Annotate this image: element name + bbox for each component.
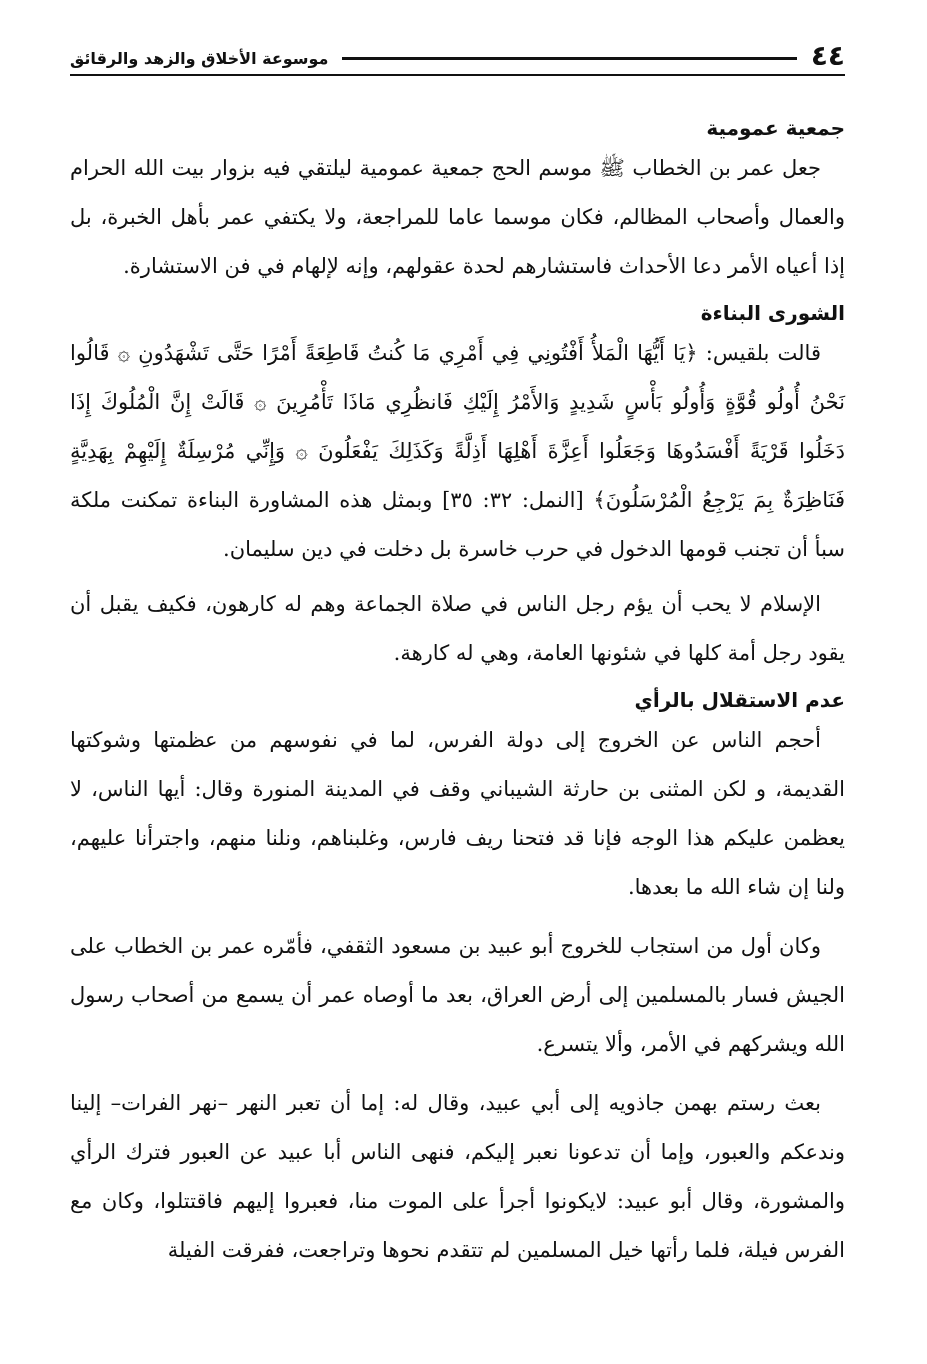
book-page [70, 30, 845, 1350]
section-heading-no-autocracy: عدم الاستقلال بالرأي [634, 688, 845, 712]
header-underline [70, 74, 845, 76]
section-heading-constructive-shura: الشورى البناءة [700, 301, 845, 325]
paragraph-imam-analogy: الإسلام لا يحب أن يؤم رجل الناس في صلاة الجماعة وهم له كارهون، فكيف يقبل أن يقود رجل أمة كلها في شئونها العامة، وهي له كارهة. [70, 592, 845, 665]
running-header [70, 30, 845, 72]
page-number: ٤٤ [810, 39, 845, 72]
header-rule [342, 57, 796, 60]
paragraph-rustam: بعث رستم بهمن جاذويه إلى أبي عبيد، وقال له: إما أن تعبر النهر –نهر الفرات– إلينا وندعكم والعبور، وإما أن تدعونا نعبر إليكم، فنهى الناس أبا عبيد عن العبور فترك الرأي والمشورة، وقال أبو عبيد: لايكونوا أجرأ على الموت منا، فعبروا إليهم فاقتتلوا، وكان مع الفرس فيلة، فلما رأتها خيل المسلمين لم تتقدم نحوها وتراجعت، ففرقت الفيلة [70, 1091, 845, 1262]
paragraph-quran-quote: قالت بلقيس: ﴿يَا أَيُّهَا الْمَلأُ أَفْتُونِي فِي أَمْرِي مَا كُنتُ قَاطِعَةً أَمْرًا حَتَّى تَشْهَدُونِ ۞ قَالُوا نَحْنُ أُولُو قُوَّةٍ وَأُولُو بَأْسٍ شَدِيدٍ وَالأَمْرُ إِلَيْكِ فَانظُرِي مَاذَا تَأْمُرِينَ ۞ قَالَتْ إِنَّ الْمُلُوكَ إِذَا دَخَلُوا قَرْيَةً أَفْسَدُوهَا وَجَعَلُوا أَعِزَّةَ أَهْلِهَا أَذِلَّةً وَكَذَلِكَ يَفْعَلُونَ ۞ وَإِنِّي مُرْسِلَةٌ إِلَيْهِمْ بِهَدِيَّةٍ فَنَاظِرَةٌ بِمَ يَرْجِعُ الْمُرْسَلُونَ﴾ [النمل: ٣٢: ٣٥] وبمثل هذه المشاورة البناءة تمكنت ملكة سبأ أن تجنب قومها الدخول في حرب خاسرة بل دخلت في دين سليمان. [70, 341, 845, 561]
paragraph-abu-ubaid: وكان أول من استجاب للخروج أبو عبيد بن مسعود الثقفي، فأمّره عمر بن الخطاب على الجيش فسار بالمسلمين إلى أرض العراق، بعد ما أوصاه عمر أن يسمع من أصحاب رسول الله ويشركهم في الأمر، وألا يتسرع. [70, 934, 845, 1056]
section-heading-general-assembly: جمعية عمومية [706, 116, 845, 140]
paragraph-muthanna: أحجم الناس عن الخروج إلى دولة الفرس، لما في نفوسهم من عظمتها وشوكتها القديمة، و لكن المثنى بن حارثة الشيباني وقف في المدينة المنورة وقال: أيها الناس، لا يعظمن عليكم هذا الوجه فإنا قد فتحنا ريف فارس، وغلبناهم، ونلنا منهم، واجترأنا عليهم، ولنا إن شاء الله ما بعدها. [70, 728, 845, 899]
running-title: موسوعة الأخلاق والزهد والرقائق [70, 49, 329, 68]
paragraph-general-assembly: جعل عمر بن الخطاب ﷺ موسم الحج جمعية عمومية ليلتقي فيه بزوار بيت الله الحرام والعمال وأصحاب المظالم، فكان موسما عاما للمراجعة، ولا يكتفي عمر بأهل الخبرة، بل إذا أعياه الأمر دعا الأحداث فاستشارهم لحدة عقولهم، وإنه لإلهام في فن الاستشارة. [70, 156, 845, 278]
